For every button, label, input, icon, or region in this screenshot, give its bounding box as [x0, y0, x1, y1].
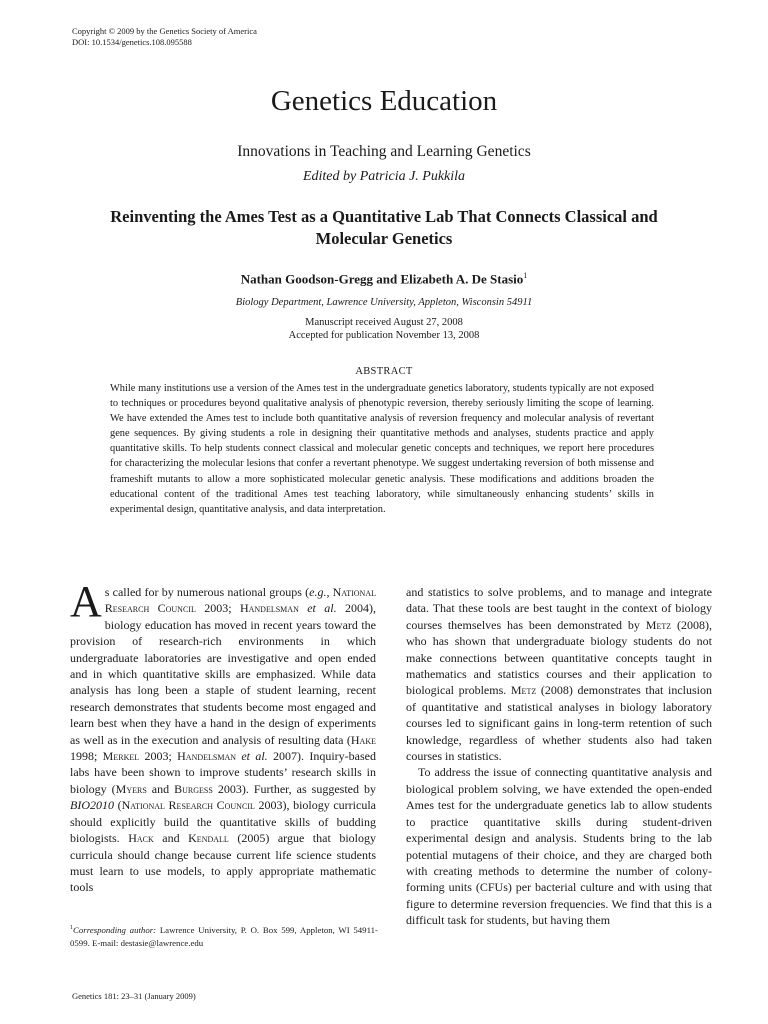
authors-text: Nathan Goodson-Gregg and Elizabeth A. De Stasio — [240, 271, 524, 287]
citation-myers[interactable]: Myers — [115, 781, 147, 796]
citation-nrc[interactable]: National Research Council — [104, 585, 376, 616]
paragraph-continued: and statistics to solve problems, and to manage and integrate data. That these tools are best taught in the context of biology courses themselves has been demonstrated by Metz (2008), who has shown that undergraduate biology students do not make connections between quantitative concepts taught in mathematics and statistics courses and their application to biological problems. Metz (2008) demonstrates that inclusion of quantitative and statistical analyses in biology laboratory courses led to significant gains in long-term retention of such knowledge, regardless of whether students also had taken courses in statistics. — [406, 585, 712, 764]
section-title: Genetics Education — [270, 85, 498, 117]
abstract-text: While many institutions use a version of the Ames test in the undergraduate genetics laboratory, students typically are not exposed to techniques or procedures beyond qualitative analysis of phenotypic reversion, thereby seriously limiting the scope of learning. We have extended the Ames test to include both quantitative analysis of reversion frequency and molecular analysis of revertant gene sequences. By giving students a role in designing their quantitative methods and analyses, students practice and apply quantitative skills. To help students connect classical and molecular genetic concepts and techniques, we report here procedures for characterizing the molecular lesions that confer a revertant phenotype. We suggest undertaking reversion of both missense and frameshift mutants to allow a more sophisticated molecular genetic analysis. These modifications and additions broaden the educational content of the traditional Ames test teaching laboratory, while simultaneously enhancing students’ skills in experimental design, quantitative analysis, and data interpretation. — [110, 383, 654, 515]
accepted-date: Accepted for publication November 13, 2008 — [288, 330, 480, 341]
copyright-notice: Copyright © 2009 by the Genetics Society of America — [72, 26, 257, 36]
affiliation: Biology Department, Lawrence University, Appleton, Wisconsin 54911 — [235, 297, 533, 308]
bio2010-title: BIO2010 — [70, 798, 114, 813]
copyright-block — [72, 26, 257, 48]
citation-handelsman-2007[interactable]: Handelsman — [177, 749, 237, 764]
abstract-heading: ABSTRACT — [355, 366, 413, 377]
footnote-mark: 1 — [70, 925, 73, 931]
corresponding-author-footnote — [70, 922, 378, 949]
doi-line: DOI: 10.1534/genetics.108.095588 — [72, 37, 192, 47]
citation-metz-2[interactable]: Metz — [510, 683, 537, 698]
manuscript-dates — [0, 316, 768, 342]
citation-kendall[interactable]: Kendall — [188, 831, 229, 846]
intro-paragraph: As called for by numerous national groups (e.g., National Research Council 2003; Handelsman et al. 2004), biology education has moved in recent years toward the provision of research-rich environments in which undergraduate laboratories are investigative and open ended and in which quantitative skills are emphasized. While data analysis has long been a staple of student learning, recent research demonstrates that students become most engaged and learn best when they have a hand in the design of experiments as well as in the execution and analysis of resulting data (Hake 1998; Merkel 2003; Handelsman et al. 2007). Inquiry-based labs have been shown to improve students’ research skills in biology (Myers and Burgess 2003). Further, as suggested by BIO2010 (National Research Council 2003), biology curricula should explicitly build the quantitative skills of budding biologists. Hack and Kendall (2005) argue that biology curricula should change because current life science students must learn to use models, to apply appropriate mathematic tools — [70, 577, 377, 895]
received-date: Manuscript received August 27, 2008 — [305, 317, 463, 328]
citation-metz[interactable]: Metz — [645, 617, 672, 632]
drop-cap: A — [70, 577, 102, 626]
author-list — [0, 267, 768, 287]
body-column-right — [406, 584, 712, 929]
citation-hake[interactable]: Hake — [350, 732, 376, 747]
body-column-left — [70, 577, 377, 896]
paragraph-approach: To address the issue of connecting quantitative analysis and biological problem solving, we have extended the open-ended Ames test for the undergraduate genetics lab to allow students to practice quantitative skills during student-driven experimental design and analysis. Students bring to the lab potential mutagens of their choice, and they are charged both with creating methods to determine the number of colony-forming units (CFUs) per bacterial culture and with using that figure to determine reversion frequencies. We find that this is a difficult task for students, but having them — [406, 765, 712, 928]
article-title: Reinventing the Ames Test as a Quantitative Lab That Connects Classical and Molecular Genetics — [110, 207, 658, 248]
citation-nrc-2[interactable]: National Research Council — [121, 798, 255, 813]
section-subtitle: Innovations in Teaching and Learning Genetics — [237, 143, 531, 160]
citation-burgess[interactable]: Burgess — [174, 781, 213, 796]
footnote-label: Corresponding author: — [73, 924, 157, 935]
footnote-text: Lawrence University, P. O. Box 599, Appleton, WI 54911-0599. E-mail: destasie@lawrence.edu — [70, 924, 378, 948]
author-footnote-mark[interactable]: 1 — [523, 271, 528, 280]
citation-handelsman[interactable]: Handelsman — [239, 601, 299, 616]
journal-citation: Genetics 181: 23–31 (January 2009) — [72, 991, 196, 1001]
editor-line: Edited by Patricia J. Pukkila — [302, 169, 466, 184]
citation-hack[interactable]: Hack — [128, 831, 154, 846]
citation-merkel[interactable]: Merkel — [102, 749, 140, 764]
